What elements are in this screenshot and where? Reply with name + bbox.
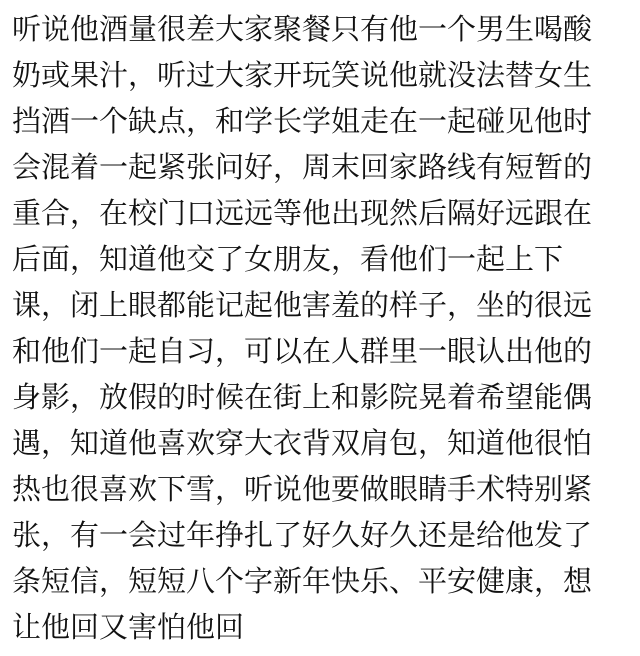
text-line-6: 后面，知道他交了女朋友，看他们一起上下 [12,242,564,276]
text-line-7: 课，闭上眼都能记起他害羞的样子，坐的很远 [12,288,593,322]
text-line-10: 遇，知道他喜欢穿大衣背双肩包，知道他很怕 [12,426,593,460]
text-line-12: 张，有一会过年挣扎了好久好久还是给他发了 [12,518,593,552]
text-line-3: 挡酒一个缺点，和学长学姐走在一起碰见他时 [12,104,593,138]
text-line-9: 身影，放假的时候在街上和影院晃着希望能偶 [12,380,593,414]
text-line-2: 奶或果汁，听过大家开玩笑说他就没法替女生 [12,58,593,92]
text-line-14: 让他回又害怕他回 [12,610,245,644]
text-line-5: 重合，在校门口远远等他出现然后隔好远跟在 [12,196,593,230]
text-line-13: 条短信，短短八个字新年快乐、平安健康，想 [12,564,593,598]
text-line-4: 会混着一起紧张问好，周末回家路线有短暂的 [12,150,593,184]
text-line-1: 听说他酒量很差大家聚餐只有他一个男生喝酸 [12,12,593,46]
text-line-8: 和他们一起自习，可以在人群里一眼认出他的 [12,334,593,368]
text-line-11: 热也很喜欢下雪，听说他要做眼睛手术特别紧 [12,472,593,506]
